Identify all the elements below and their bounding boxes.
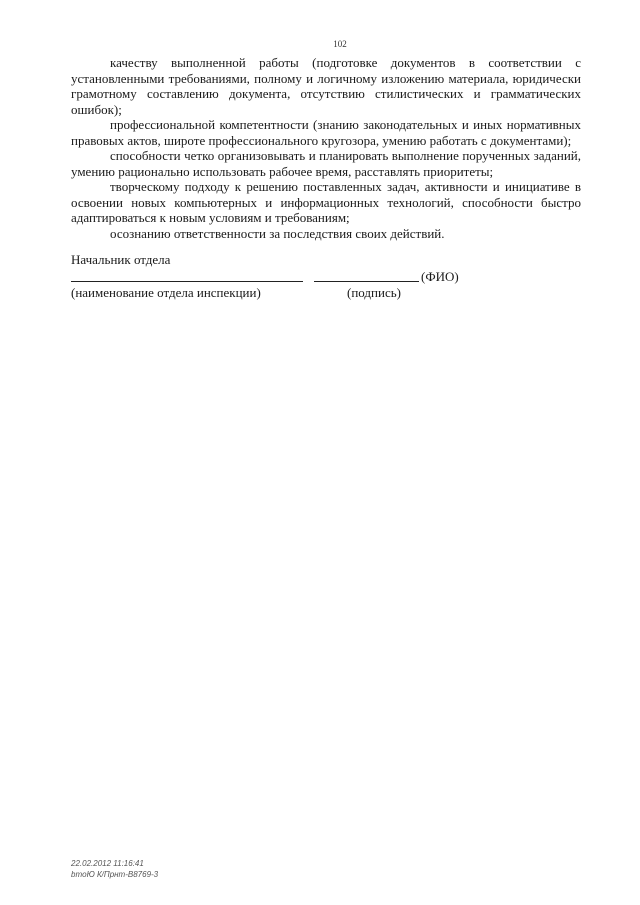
signature-lines [71,268,591,284]
signature-captions [71,285,591,301]
signature-title: Начальник отдела [71,252,171,267]
footer-timestamp: 22.02.2012 11:16:41 [71,859,144,868]
paragraph-competence: профессиональной компетентности (знанию законодательных и иных нормативных правовых актов, широте профессионального кругозора, умению работать с документами); [71,117,581,148]
paragraph-responsibility: осознанию ответственности за последствия своих действий. [110,225,445,241]
signature-line [314,281,419,282]
footer-stamp [71,858,158,880]
signature-block [71,252,591,301]
footer-code: bmoЮ К/Прнт-В8769-3 [71,870,159,879]
document-body [71,55,581,241]
fio-label: (ФИО) [421,269,459,284]
signature-caption: (подпись) [347,285,401,300]
paragraph-quality: качеству выполненной работы (подготовке документов в соответствии с установленными требованиями, полному и логичному изложению материала, юридически грамотному составлению документа, отсутствию стилистических и грамматических ошибок); [71,55,581,117]
department-caption: (наименование отдела инспекции) [71,285,261,300]
paragraph-organization: способности четко организовывать и планировать выполнение порученных заданий, умению рационально использовать рабочее время, расставлять приоритеты; [71,148,581,179]
page-number: 102 [333,39,347,49]
paragraph-creativity: творческому подходу к решению поставленных задач, активности и инициативе в освоении новых компьютерных и информационных технологий, способности быстро адаптироваться к новым условиям и требованиям; [71,179,581,225]
department-line [71,281,303,282]
